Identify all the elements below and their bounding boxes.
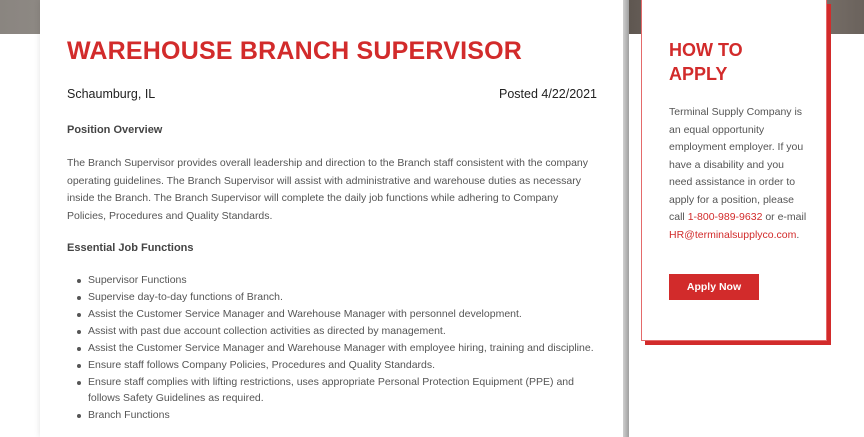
list-item: Assist the Customer Service Manager and Warehouse Manager with employee hiring, training and discipline. [77,341,597,357]
list-item: Supervise day-to-day functions of Branch. [77,290,597,306]
job-meta-row [67,87,597,101]
list-item: Assist the Customer Service Manager and Warehouse Manager with personnel development. [77,307,597,323]
job-posted-date: Posted 4/22/2021 [499,87,597,101]
phone-link[interactable]: 1-800-989-9632 [687,211,763,223]
apply-text-intro: Terminal Supply Company is an equal opportunity employment employer. If you have a disability and you need assistance in order to apply for a position, please call [669,106,804,223]
apply-now-button[interactable]: Apply Now [669,274,759,300]
apply-text-between: or e-mail [762,211,807,223]
functions-heading: Essential Job Functions [67,242,194,254]
list-item: Supervisor Functions [77,273,597,289]
how-to-apply-text [669,104,809,244]
job-location: Schaumburg, IL [67,87,156,101]
list-item: Ensure staff follows Company Policies, Procedures and Quality Standards. [77,358,597,374]
column-divider [623,0,629,437]
list-item: Assist with past due account collection activities as directed by management. [77,324,597,340]
apply-text-end: . [796,228,800,241]
list-item: Branch Functions [77,408,597,424]
email-link[interactable]: HR@terminalsupplyco.com [669,228,797,241]
how-to-apply-heading: HOW TO APPLY [669,40,743,84]
list-item: Ensure staff complies with lifting restrictions, uses appropriate Personal Protection Equipment (PPE) and follows Safety Guidelines as required. [77,375,597,406]
overview-text: The Branch Supervisor provides overall leadership and direction to the Branch staff consistent with the company operating guidelines. The Branch Supervisor will assist with administrative and warehouse duties as necessary inside the Branch. The Branch Supervisor will complete the daily job functions while adhering to Company Policies, Procedures and Quality Standards. [67,157,589,222]
job-title: WAREHOUSE BRANCH SUPERVISOR [67,37,522,65]
functions-list [77,273,597,425]
overview-heading: Position Overview [67,124,163,136]
